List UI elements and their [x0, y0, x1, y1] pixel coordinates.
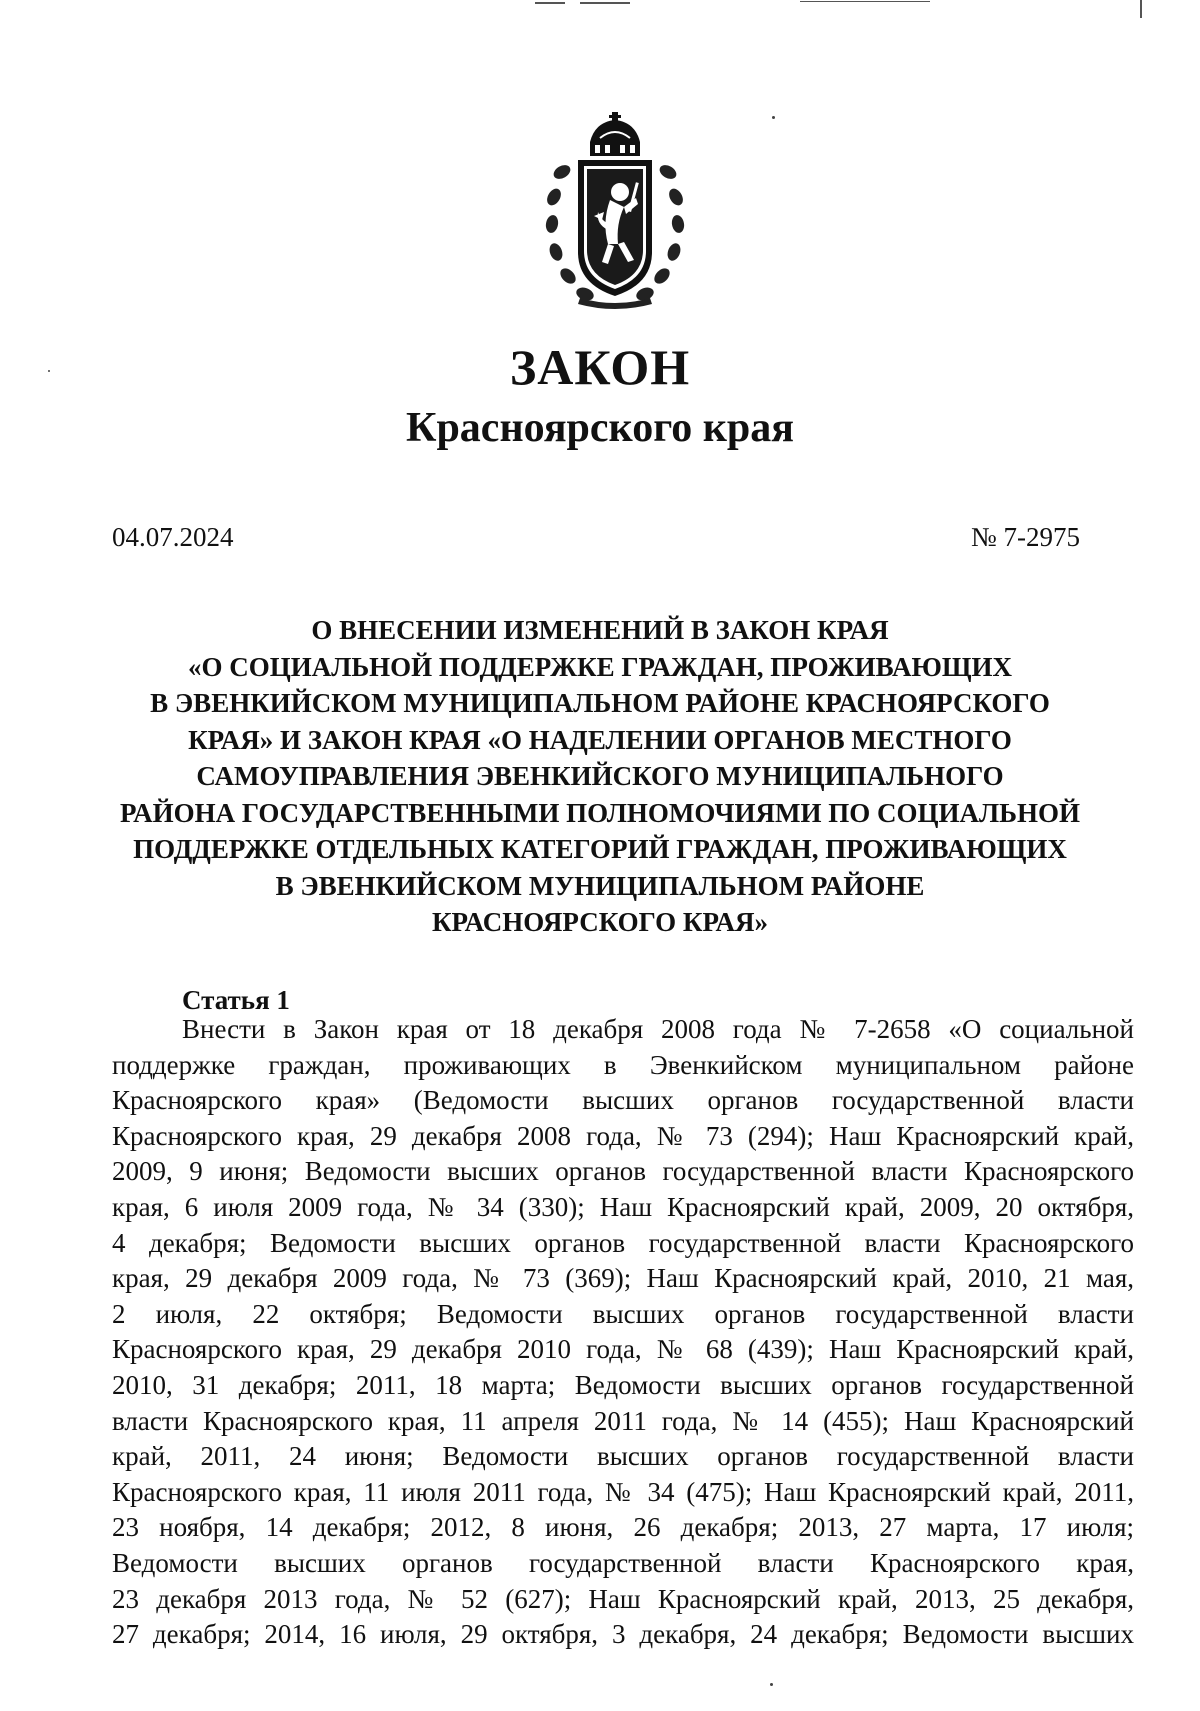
heading-line: О ВНЕСЕНИИ ИЗМЕНЕНИЙ В ЗАКОН КРАЯ [311, 615, 889, 645]
body-line: 2 июля, 22 октября; Ведомости высших органов государственной власти [112, 1298, 1134, 1329]
heading-line: КРАЯ» И ЗАКОН КРАЯ «О НАДЕЛЕНИИ ОРГАНОВ МЕСТНОГО [188, 724, 1012, 755]
body-line: власти Красноярского края, 11 апреля 2011 года, № 14 (455); Наш Красноярский [112, 1405, 1134, 1436]
body-line: Внести в Закон края от 18 декабря 2008 года № 7-2658 «О социальной [182, 1014, 1134, 1044]
coat-of-arms-icon [540, 112, 690, 312]
law-subtitle: Красноярского края [405, 405, 795, 451]
body-line: край, 2011, 24 июня; Ведомости высших органов государственной власти [112, 1441, 1134, 1472]
scan-artifact [1140, 0, 1142, 18]
scan-speck [770, 1683, 773, 1686]
body-line: 4 декабря; Ведомости высших органов государственной власти Красноярского [112, 1227, 1134, 1258]
body-line: края, 29 декабря 2009 года, № 73 (369); Наш Красноярский край, 2010, 21 мая, [112, 1263, 1134, 1294]
body-line: 2009, 9 июня; Ведомости высших органов государственной власти Красноярского [112, 1156, 1134, 1187]
body-line: 23 ноября, 14 декабря; 2012, 8 июня, 26 декабря; 2013, 27 марта, 17 июля; [112, 1512, 1134, 1543]
body-line: края, 6 июля 2009 года, № 34 (330); Наш Красноярский край, 2009, 20 октября, [112, 1191, 1134, 1222]
scan-artifact [535, 2, 565, 4]
body-line: Красноярского края, 29 декабря 2008 года, № 73 (294); Наш Красноярский край, [112, 1120, 1134, 1151]
law-heading [100, 612, 1100, 941]
document-number: № 7-2975 [970, 522, 1080, 552]
body-line: Красноярского края, 11 июля 2011 года, № 34 (475); Наш Красноярский край, 2011, [112, 1476, 1134, 1507]
body-line: Красноярского края» (Ведомости высших органов государственной власти [112, 1085, 1134, 1116]
heading-line: ПОДДЕРЖКЕ ОТДЕЛЬНЫХ КАТЕГОРИЙ ГРАЖДАН, ПРОЖИВАЮЩИХ [133, 834, 1067, 864]
heading-line: «О СОЦИАЛЬНОЙ ПОДДЕРЖКЕ ГРАЖДАН, ПРОЖИВАЮЩИХ [187, 651, 1013, 682]
body-line: Ведомости высших органов государственной власти Красноярского края, [112, 1547, 1134, 1578]
heading-line: В ЭВЕНКИЙСКОМ МУНИЦИПАЛЬНОМ РАЙОНЕ КРАСНОЯРСКОГО [150, 688, 1050, 718]
scan-speck [772, 116, 775, 119]
body-line: поддержке граждан, проживающих в Эвенкийском муниципальном районе [112, 1049, 1134, 1080]
body-line: 23 декабря 2013 года, № 52 (627); Наш Красноярский край, 2013, 25 декабря, [112, 1583, 1134, 1614]
scan-artifact [800, 1, 930, 2]
article-title: Статья 1 [182, 985, 290, 1015]
body-line: 2010, 31 декабря; 2011, 18 марта; Ведомости высших органов государственной [112, 1369, 1134, 1400]
heading-line: САМОУПРАВЛЕНИЯ ЭВЕНКИЙСКОГО МУНИЦИПАЛЬНОГО [196, 761, 1004, 791]
body-line: 27 декабря; 2014, 16 июля, 29 октября, 3 декабря, 24 декабря; Ведомости высших [112, 1619, 1134, 1650]
heading-line: РАЙОНА ГОСУДАРСТВЕННЫМИ ПОЛНОМОЧИЯМИ ПО СОЦИАЛЬНОЙ [120, 797, 1080, 828]
heading-line: КРАСНОЯРСКОГО КРАЯ» [431, 907, 769, 937]
scan-artifact [580, 2, 630, 4]
body-line: Красноярского края, 29 декабря 2010 года, № 68 (439); Наш Красноярский край, [112, 1334, 1134, 1365]
heading-line: В ЭВЕНКИЙСКОМ МУНИЦИПАЛЬНОМ РАЙОНЕ [275, 870, 925, 901]
article-body [112, 1012, 1134, 1653]
document-date: 04.07.2024 [112, 522, 234, 552]
law-title: ЗАКОН [509, 339, 691, 395]
